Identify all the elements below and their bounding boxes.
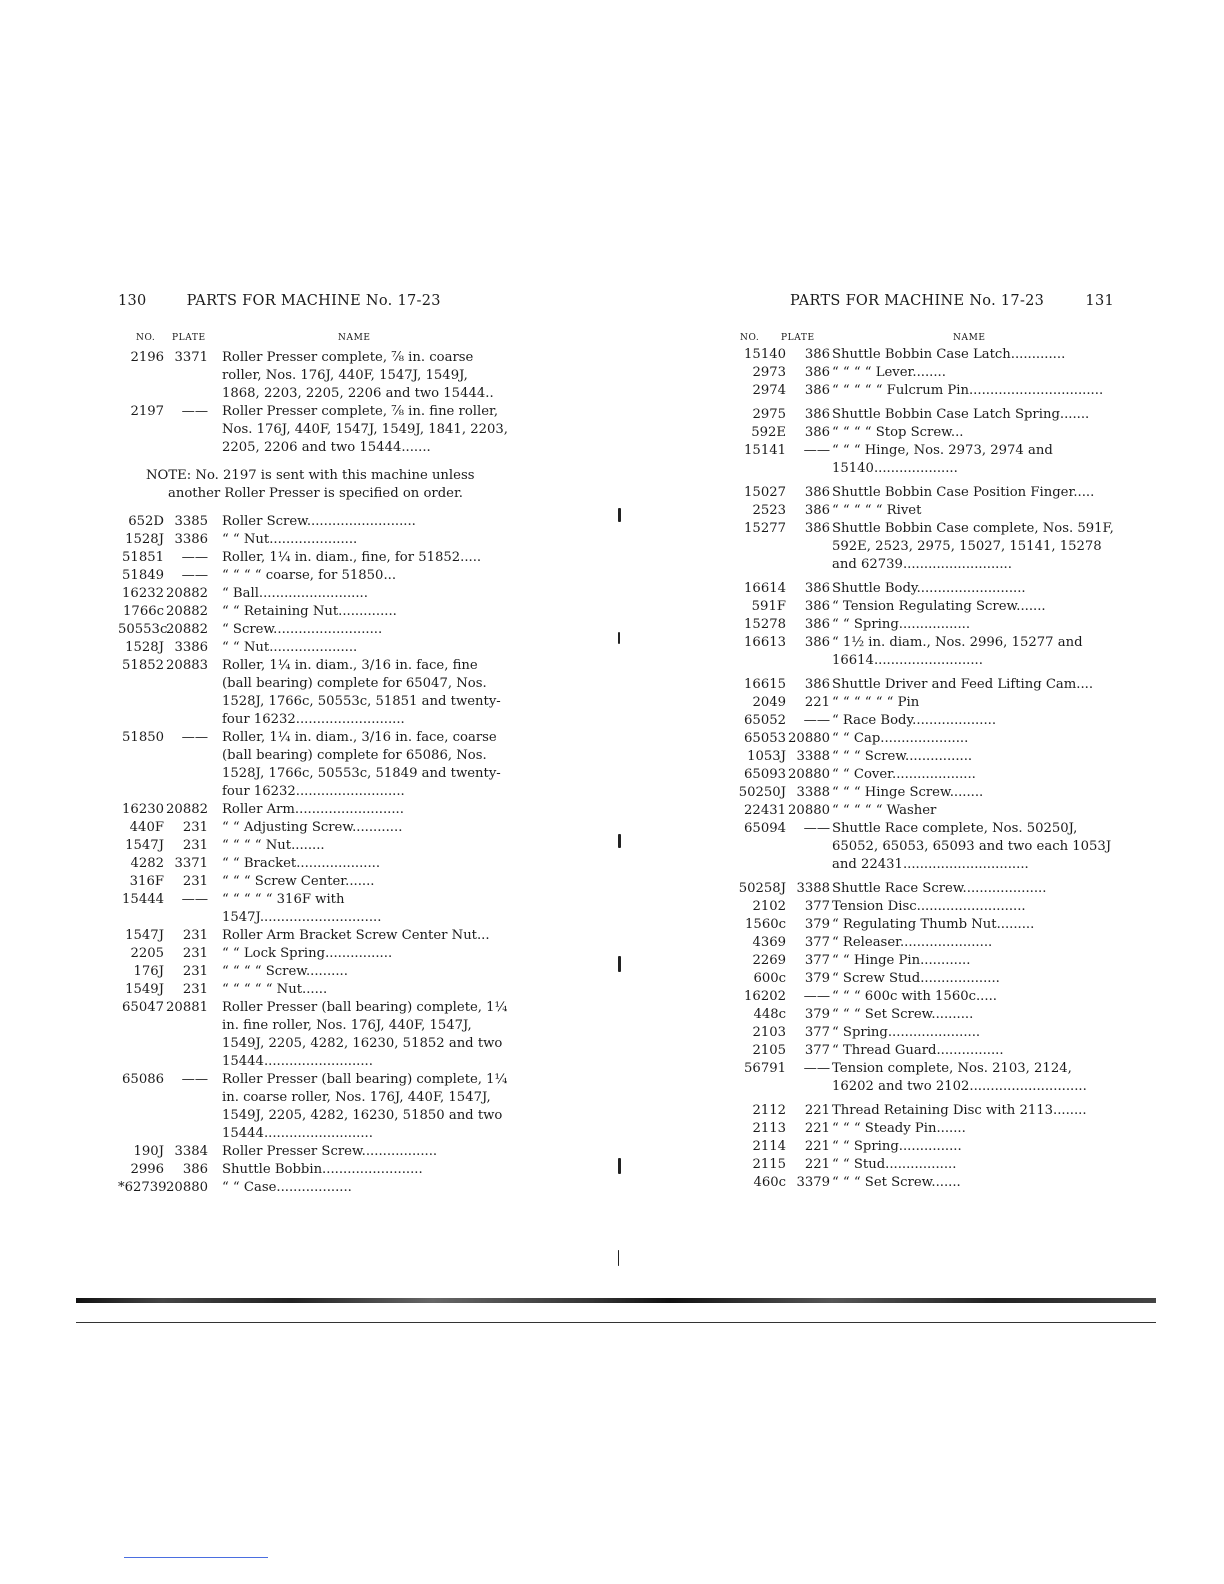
plate-number: 20883 [166,658,208,673]
parts-row [118,513,508,531]
plate-number: 20881 [166,1000,208,1015]
part-name: Roller Arm Bracket Screw Center Nut... [222,928,490,943]
parts-row [712,1024,1114,1042]
plate-number: 379 [804,1007,830,1022]
part-number: 65086 [122,1072,164,1087]
part-name: “ “ “ Screw Center....... [222,874,375,889]
plate-number: 20880 [166,1180,208,1195]
plate-number: 20882 [166,802,208,817]
part-number: 2103 [752,1025,786,1040]
parts-row [712,784,1114,802]
part-number: 448c [753,1007,786,1022]
parts-row [118,945,508,963]
parts-row [712,346,1114,364]
part-name: Roller Presser complete, ⅞ in. coarse roller, Nos. 176J, 440F, 1547J, 1549J, 1868, 2203, 2205, 2206 and two 15444.. [222,350,494,401]
part-name: “ “ “ Hinge, Nos. 2973, 2974 and 15140.................... [832,443,1053,476]
plate-number: —— [181,404,208,419]
parts-row [712,730,1114,748]
parts-row [118,729,508,801]
part-name: Tension complete, Nos. 2103, 2124, 16202 and two 2102............................ [832,1061,1087,1094]
part-name: “ “ Adjusting Screw............ [222,820,403,835]
parts-row [712,502,1114,520]
part-name: Shuttle Bobbin........................ [222,1162,423,1177]
parts-row [118,349,508,403]
part-name: “ Releaser...................... [832,935,993,950]
part-number: 15278 [744,617,786,632]
part-number: 316F [129,874,164,889]
part-name: Roller Presser Screw.................. [222,1144,438,1159]
part-number: 1547J [125,928,164,943]
part-name: Roller Arm.......................... [222,802,404,817]
plate-number: 386 [804,425,830,440]
part-name: “ “ “ “ coarse, for 51850... [222,568,397,583]
parts-row [712,880,1114,898]
parts-row [712,1102,1114,1120]
part-name: Roller, 1¼ in. diam., 3/16 in. face, coarse (ball bearing) complete for 65086, Nos. 1528J, 1766c, 50553c, 51849 and twenty-four 16232.......................... [222,730,501,799]
col-header-plate: PLATE [172,333,206,343]
right-running-head [790,293,1114,309]
part-name: “ “ Stud................. [832,1157,957,1172]
parts-row [712,694,1114,712]
parts-row [712,484,1114,502]
plate-number: 231 [182,928,208,943]
part-name: “ “ Nut..................... [222,640,358,655]
part-number: 15277 [744,521,786,536]
plate-number: 377 [804,953,830,968]
scan-edge-bar [76,1298,1156,1303]
part-number: 22431 [744,803,786,818]
parts-row [118,639,508,657]
left-column-headers [118,333,508,347]
plate-number: 221 [804,695,830,710]
plate-number: 3384 [174,1144,208,1159]
plate-number: 231 [182,874,208,889]
part-number: 65053 [744,731,786,746]
parts-row [712,382,1114,400]
parts-row [712,1174,1114,1192]
part-name: “ “ Spring................. [832,617,971,632]
parts-row [118,1143,508,1161]
plate-number: 386 [804,407,830,422]
part-number: 65052 [744,713,786,728]
plate-number: —— [803,1061,830,1076]
col-header-no: NO. [740,333,760,343]
part-name: “ Tension Regulating Screw....... [832,599,1046,614]
plate-number: 3386 [174,532,208,547]
plate-number: 20882 [166,586,208,601]
part-name: Shuttle Body.......................... [832,581,1026,596]
plate-number: 3386 [174,640,208,655]
part-number: 4282 [130,856,164,871]
part-number: 2114 [752,1139,786,1154]
part-number: *62739 [118,1180,167,1195]
plate-number: 3371 [174,856,208,871]
parts-row [118,873,508,891]
parts-row [118,531,508,549]
right-parts-list [712,346,1114,1192]
part-number: 460c [753,1175,786,1190]
note-line-2: another Roller Presser is specified on order. [168,486,463,501]
left-running-head [118,293,508,309]
parts-row [118,567,508,585]
plate-number: 20880 [788,767,830,782]
parts-row [712,1042,1114,1060]
plate-number: —— [181,892,208,907]
part-name: Roller Presser complete, ⅞ in. fine roller, Nos. 176J, 440F, 1547J, 1549J, 1841, 2203, 2205, 2206 and two 15444....... [222,404,508,455]
part-name: Shuttle Bobbin Case Position Finger..... [832,485,1095,500]
part-number: 16202 [744,989,786,1004]
part-number: 190J [133,1144,164,1159]
col-header-plate: PLATE [781,333,815,343]
parts-row [118,981,508,999]
plate-number: 377 [804,935,830,950]
part-name: “ 1½ in. diam., Nos. 2996, 15277 and 16614.......................... [832,635,1083,668]
parts-row [712,802,1114,820]
part-number: 2974 [752,383,786,398]
plate-number: 386 [804,617,830,632]
part-name: Roller, 1¼ in. diam., fine, for 51852..... [222,550,482,565]
plate-number: 231 [182,946,208,961]
part-number: 2049 [752,695,786,710]
left-parts-list [118,349,508,1197]
parts-row [712,1120,1114,1138]
part-name: “ “ “ “ “ “ Pin [832,695,920,710]
parts-row [712,424,1114,442]
part-name: “ “ Lock Spring................ [222,946,393,961]
plate-number: 3379 [796,1175,830,1190]
part-number: 592E [751,425,786,440]
parts-row [118,927,508,945]
part-name: Shuttle Race Screw.................... [832,881,1047,896]
plate-number: 3385 [174,514,208,529]
plate-number: 3388 [796,749,830,764]
footer-rule [124,1557,268,1558]
plate-number: 377 [804,1025,830,1040]
plate-number: —— [803,443,830,458]
part-number: 2196 [130,350,164,365]
right-page-number: 131 [1085,293,1114,309]
part-name: Roller, 1¼ in. diam., 3/16 in. face, fine (ball bearing) complete for 65047, Nos. 1528J, 1766c, 50553c, 51851 and twenty-four 16232.......................... [222,658,501,727]
parts-row [712,1138,1114,1156]
part-number: 50250J [738,785,786,800]
parts-row [712,580,1114,598]
part-name: “ “ Hinge Pin............ [832,953,971,968]
part-number: 4369 [752,935,786,950]
part-number: 2975 [752,407,786,422]
part-name: “ “ “ “ “ Nut...... [222,982,328,997]
parts-row [118,837,508,855]
part-number: 16232 [122,586,164,601]
part-number: 176J [133,964,164,979]
part-name: “ Screw.......................... [222,622,383,637]
part-number: 2523 [752,503,786,518]
parts-row [712,520,1114,574]
parts-row [712,712,1114,730]
part-name: “ “ “ “ Screw.......... [222,964,348,979]
parts-row [712,1156,1114,1174]
plate-number: 231 [182,982,208,997]
parts-row [118,999,508,1071]
part-name: “ “ Cover.................... [832,767,976,782]
parts-row [118,657,508,729]
plate-number: 386 [804,503,830,518]
part-name: “ “ Nut..................... [222,532,358,547]
plate-number: 221 [804,1157,830,1172]
part-number: 2102 [752,899,786,914]
part-number: 51851 [122,550,164,565]
parts-row [712,988,1114,1006]
parts-row [712,634,1114,670]
part-number: 652D [128,514,164,529]
plate-number: 20882 [166,622,208,637]
part-number: 2973 [752,365,786,380]
plate-number: 386 [804,383,830,398]
plate-number: —— [181,550,208,565]
part-number: 2205 [130,946,164,961]
part-number: 1560c [745,917,786,932]
col-header-no: NO. [136,333,156,343]
plate-number: 386 [182,1162,208,1177]
part-name: “ “ “ 600c with 1560c..... [832,989,997,1004]
plate-number: 221 [804,1103,830,1118]
parts-row [118,585,508,603]
col-header-name: NAME [338,333,371,343]
scan-edge-rule [76,1322,1156,1323]
plate-number: 379 [804,917,830,932]
plate-number: 386 [804,599,830,614]
plate-number: 386 [804,581,830,596]
plate-number: 3371 [174,350,208,365]
plate-number: 386 [804,365,830,380]
part-name: “ “ “ Steady Pin....... [832,1121,966,1136]
parts-row [712,1006,1114,1024]
plate-number: —— [181,1072,208,1087]
parts-row [712,1060,1114,1096]
note-line-1: NOTE: No. 2197 is sent with this machine unless [146,468,475,483]
plate-number: 20880 [788,803,830,818]
part-name: “ “ Bracket.................... [222,856,381,871]
part-number: 56791 [744,1061,786,1076]
part-number: 50553c [118,622,168,637]
plate-number: 231 [182,964,208,979]
part-number: 2113 [752,1121,786,1136]
parts-row [712,970,1114,988]
part-name: Shuttle Bobbin Case Latch Spring....... [832,407,1090,422]
part-number: 591F [751,599,786,614]
part-name: “ “ “ “ Nut........ [222,838,325,853]
plate-number: 221 [804,1121,830,1136]
part-number: 15140 [744,347,786,362]
part-name: “ “ “ Hinge Screw........ [832,785,984,800]
right-running-title: PARTS FOR MACHINE No. 17-23 [790,293,1045,309]
part-name: Shuttle Bobbin Case complete, Nos. 591F, 592E, 2523, 2975, 15027, 15141, 15278 and 62739.......................... [832,521,1114,572]
right-column-headers [730,333,1114,347]
part-name: “ “ “ “ Lever........ [832,365,946,380]
part-number: 65093 [744,767,786,782]
parts-row [712,766,1114,784]
part-name: “ Thread Guard................ [832,1043,1004,1058]
parts-row [712,952,1114,970]
part-name: Shuttle Driver and Feed Lifting Cam.... [832,677,1094,692]
parts-row [712,676,1114,694]
plate-number: —— [803,821,830,836]
parts-row [118,1161,508,1179]
plate-number: 386 [804,347,830,362]
left-running-title: PARTS FOR MACHINE No. 17-23 [186,293,441,309]
part-number: 65047 [122,1000,164,1015]
plate-number: 20882 [166,604,208,619]
parts-row [712,748,1114,766]
part-number: 15027 [744,485,786,500]
parts-row [712,406,1114,424]
plate-number: 231 [182,820,208,835]
plate-number: —— [803,989,830,1004]
parts-row [118,819,508,837]
parts-row [118,963,508,981]
part-number: 16230 [122,802,164,817]
parts-row [118,1179,508,1197]
part-name: “ Screw Stud................... [832,971,1000,986]
part-number: 51849 [122,568,164,583]
col-header-name: NAME [953,333,986,343]
plate-number: —— [803,713,830,728]
part-name: Roller Screw.......................... [222,514,416,529]
plate-number: 377 [804,1043,830,1058]
part-name: Shuttle Bobbin Case Latch............. [832,347,1066,362]
parts-row [118,621,508,639]
parts-row [118,403,508,457]
part-name: “ Ball.......................... [222,586,368,601]
plate-number: —— [181,568,208,583]
part-name: “ “ Case.................. [222,1180,352,1195]
part-number: 16613 [744,635,786,650]
parts-row [712,916,1114,934]
part-number: 2105 [752,1043,786,1058]
parts-row [712,898,1114,916]
part-name: “ Spring...................... [832,1025,981,1040]
parts-row [712,364,1114,382]
part-name: “ “ Spring............... [832,1139,962,1154]
parts-row [118,855,508,873]
plate-number: 3388 [796,785,830,800]
parts-row [712,934,1114,952]
parts-row [118,603,508,621]
parts-row [712,442,1114,478]
plate-number: 379 [804,971,830,986]
plate-number: 386 [804,485,830,500]
plate-number: 231 [182,838,208,853]
part-name: Tension Disc.......................... [832,899,1026,914]
plate-number: 386 [804,635,830,650]
parts-row [118,549,508,567]
part-number: 16615 [744,677,786,692]
parts-row [118,1071,508,1143]
parts-row [118,801,508,819]
plate-number: —— [181,730,208,745]
plate-number: 386 [804,677,830,692]
part-name: “ “ “ Set Screw....... [832,1175,961,1190]
part-name: “ “ Cap..................... [832,731,969,746]
part-number: 2197 [130,404,164,419]
plate-number: 377 [804,899,830,914]
parts-row [712,616,1114,634]
part-number: 1766c [123,604,164,619]
part-name: “ “ “ “ “ Washer [832,803,937,818]
part-number: 50258J [738,881,786,896]
part-number: 2115 [752,1157,786,1172]
part-number: 16614 [744,581,786,596]
part-name: Thread Retaining Disc with 2113........ [832,1103,1087,1118]
note [146,467,508,503]
right-page [612,0,1224,1584]
part-number: 2269 [752,953,786,968]
part-number: 15141 [744,443,786,458]
parts-row [712,598,1114,616]
plate-number: 221 [804,1139,830,1154]
part-name: Roller Presser (ball bearing) complete, 1¼ in. coarse roller, Nos. 176J, 440F, 1547J, 1549J, 2205, 4282, 16230, 51850 and two 15444.......................... [222,1072,508,1141]
part-number: 1053J [747,749,786,764]
part-name: “ Race Body.................... [832,713,997,728]
part-number: 1528J [125,532,164,547]
part-name: “ Regulating Thumb Nut......... [832,917,1035,932]
plate-number: 20880 [788,731,830,746]
part-name: “ “ “ “ “ Rivet [832,503,922,518]
part-number: 440F [129,820,164,835]
part-name: Shuttle Race complete, Nos. 50250J, 65052, 65053, 65093 and two each 1053J and 22431.............................. [832,821,1112,872]
part-name: “ “ “ “ Stop Screw... [832,425,964,440]
parts-row [712,820,1114,874]
part-number: 51850 [122,730,164,745]
parts-row [118,891,508,927]
part-number: 600c [753,971,786,986]
left-page-number: 130 [118,293,147,309]
part-number: 1547J [125,838,164,853]
part-name: “ “ Retaining Nut.............. [222,604,397,619]
part-number: 1528J [125,640,164,655]
part-number: 2112 [752,1103,786,1118]
plate-number: 3388 [796,881,830,896]
part-name: “ “ “ Set Screw.......... [832,1007,974,1022]
part-number: 1549J [125,982,164,997]
plate-number: 386 [804,521,830,536]
part-name: “ “ “ Screw................ [832,749,973,764]
part-name: “ “ “ “ “ 316F with 1547J............................. [222,892,382,925]
part-name: “ “ “ “ “ Fulcrum Pin................................ [832,383,1104,398]
part-name: Roller Presser (ball bearing) complete, 1¼ in. fine roller, Nos. 176J, 440F, 1547J, 1549J, 2205, 4282, 16230, 51852 and two 15444.......................... [222,1000,508,1069]
part-number: 2996 [130,1162,164,1177]
part-number: 15444 [122,892,164,907]
part-number: 51852 [122,658,164,673]
part-number: 65094 [744,821,786,836]
